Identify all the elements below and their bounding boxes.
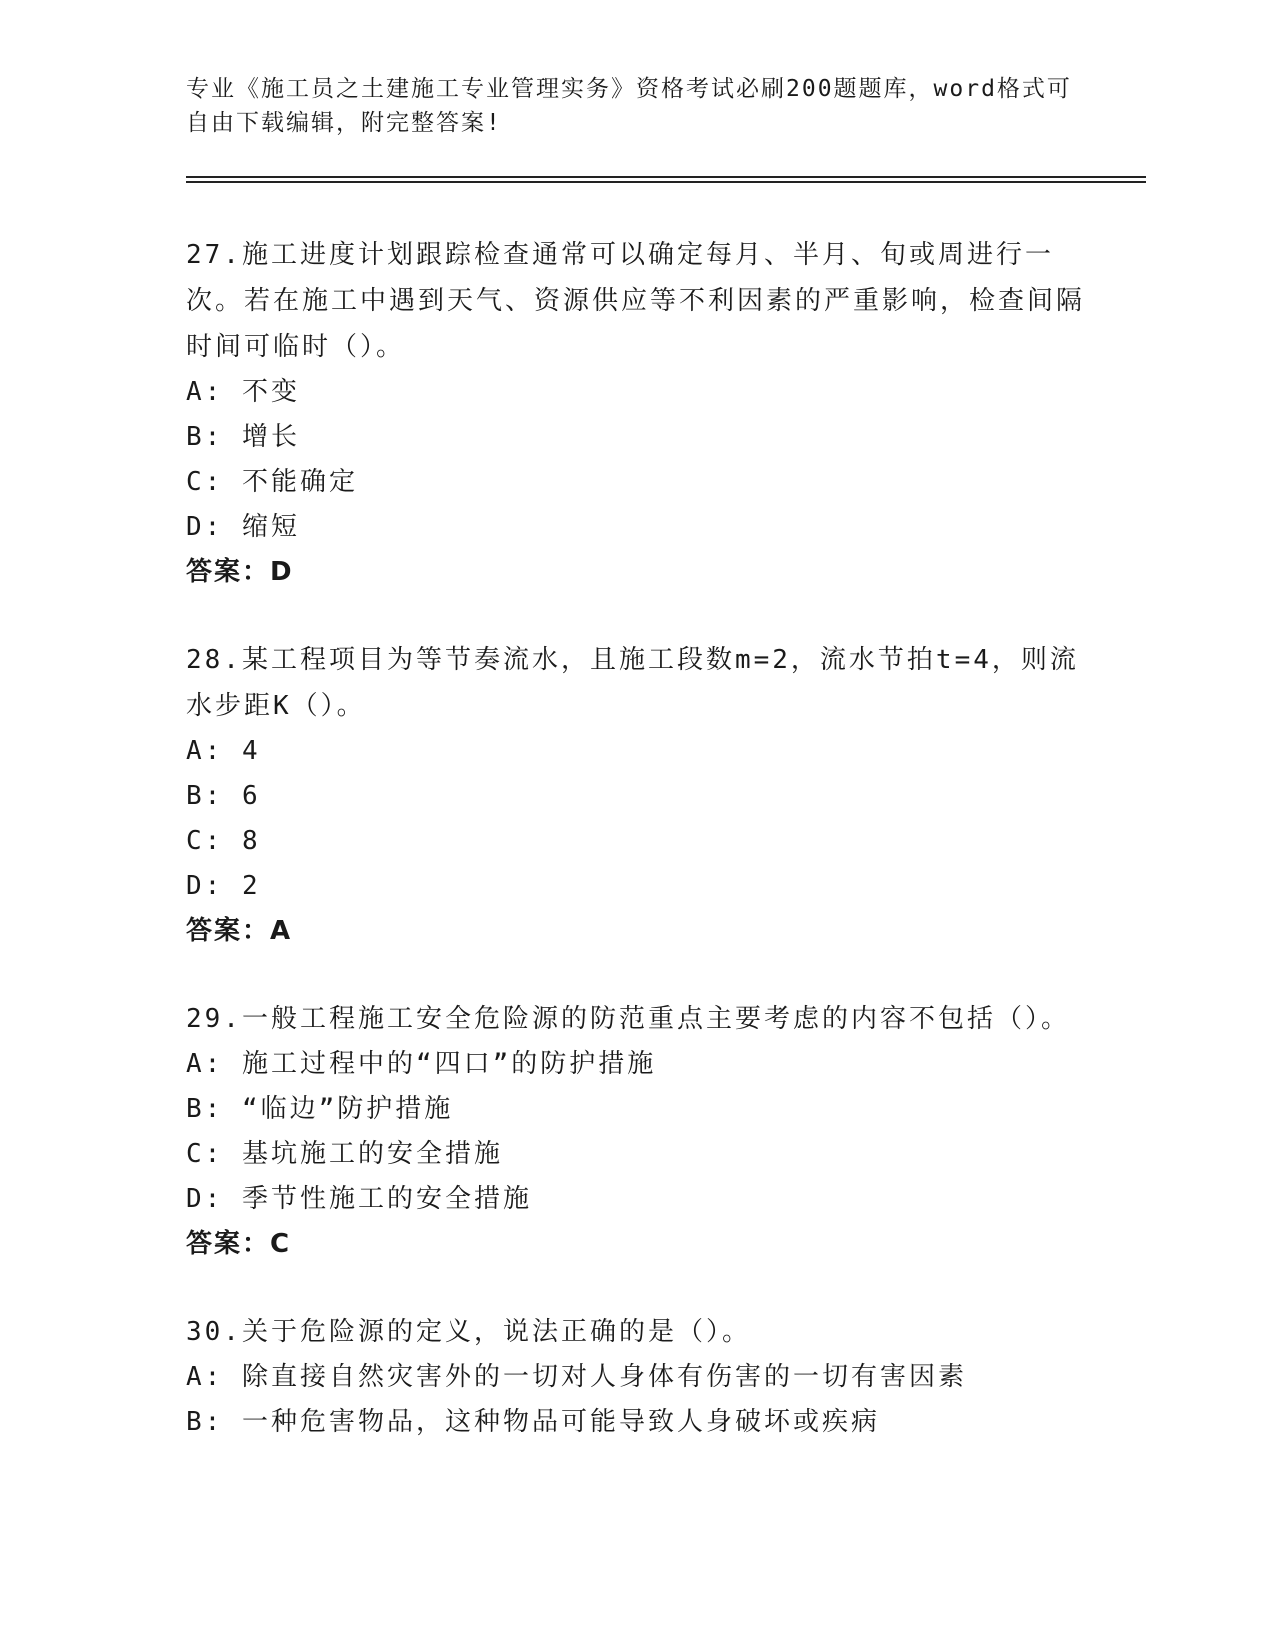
option-d: D: 缩短 — [186, 512, 300, 542]
option-a: A: 除直接自然灾害外的一切对人身体有伤害的一切有害因素 — [186, 1362, 967, 1392]
option-a: A: 不变 — [186, 377, 300, 407]
question-text: 30.关于危险源的定义，说法正确的是（）。 — [186, 1317, 751, 1347]
header-divider-bottom — [186, 181, 1146, 183]
question-text: 28.某工程项目为等节奏流水，且施工段数m=2，流水节拍t=4，则流水步距K（）。 — [186, 645, 1079, 721]
option-b: B: “临边”防护措施 — [186, 1094, 454, 1124]
header-divider-top — [186, 176, 1146, 178]
option-b: B: 增长 — [186, 422, 300, 452]
option-c: C: 8 — [186, 826, 261, 856]
answer-label: 答案：D — [186, 557, 294, 587]
question-list — [186, 232, 1086, 1487]
question-text: 29.一般工程施工安全危险源的防范重点主要考虑的内容不包括（）。 — [186, 1004, 1070, 1034]
option-a: A: 施工过程中的“四口”的防护措施 — [186, 1049, 657, 1079]
option-d: D: 季节性施工的安全措施 — [186, 1184, 532, 1214]
header-title: 专业《施工员之土建施工专业管理实务》资格考试必刷200题题库，word格式可自由下载编辑，附完整答案! — [186, 76, 1072, 136]
option-b: B: 6 — [186, 781, 261, 811]
option-b: B: 一种危害物品，这种物品可能导致人身破坏或疾病 — [186, 1407, 880, 1437]
question-27 — [186, 232, 1086, 595]
option-a: A: 4 — [186, 736, 261, 766]
question-text: 27.施工进度计划跟踪检查通常可以确定每月、半月、旬或周进行一次。若在施工中遇到天气、资源供应等不利因素的严重影响，检查间隔时间可临时（）。 — [186, 240, 1086, 362]
page-header — [186, 72, 1086, 140]
question-30 — [186, 1309, 1086, 1445]
option-c: C: 基坑施工的安全措施 — [186, 1139, 503, 1169]
option-c: C: 不能确定 — [186, 467, 358, 497]
question-28 — [186, 637, 1086, 954]
answer-label: 答案：C — [186, 1229, 292, 1259]
answer-label: 答案：A — [186, 916, 293, 946]
question-29 — [186, 996, 1086, 1267]
option-d: D: 2 — [186, 871, 261, 901]
